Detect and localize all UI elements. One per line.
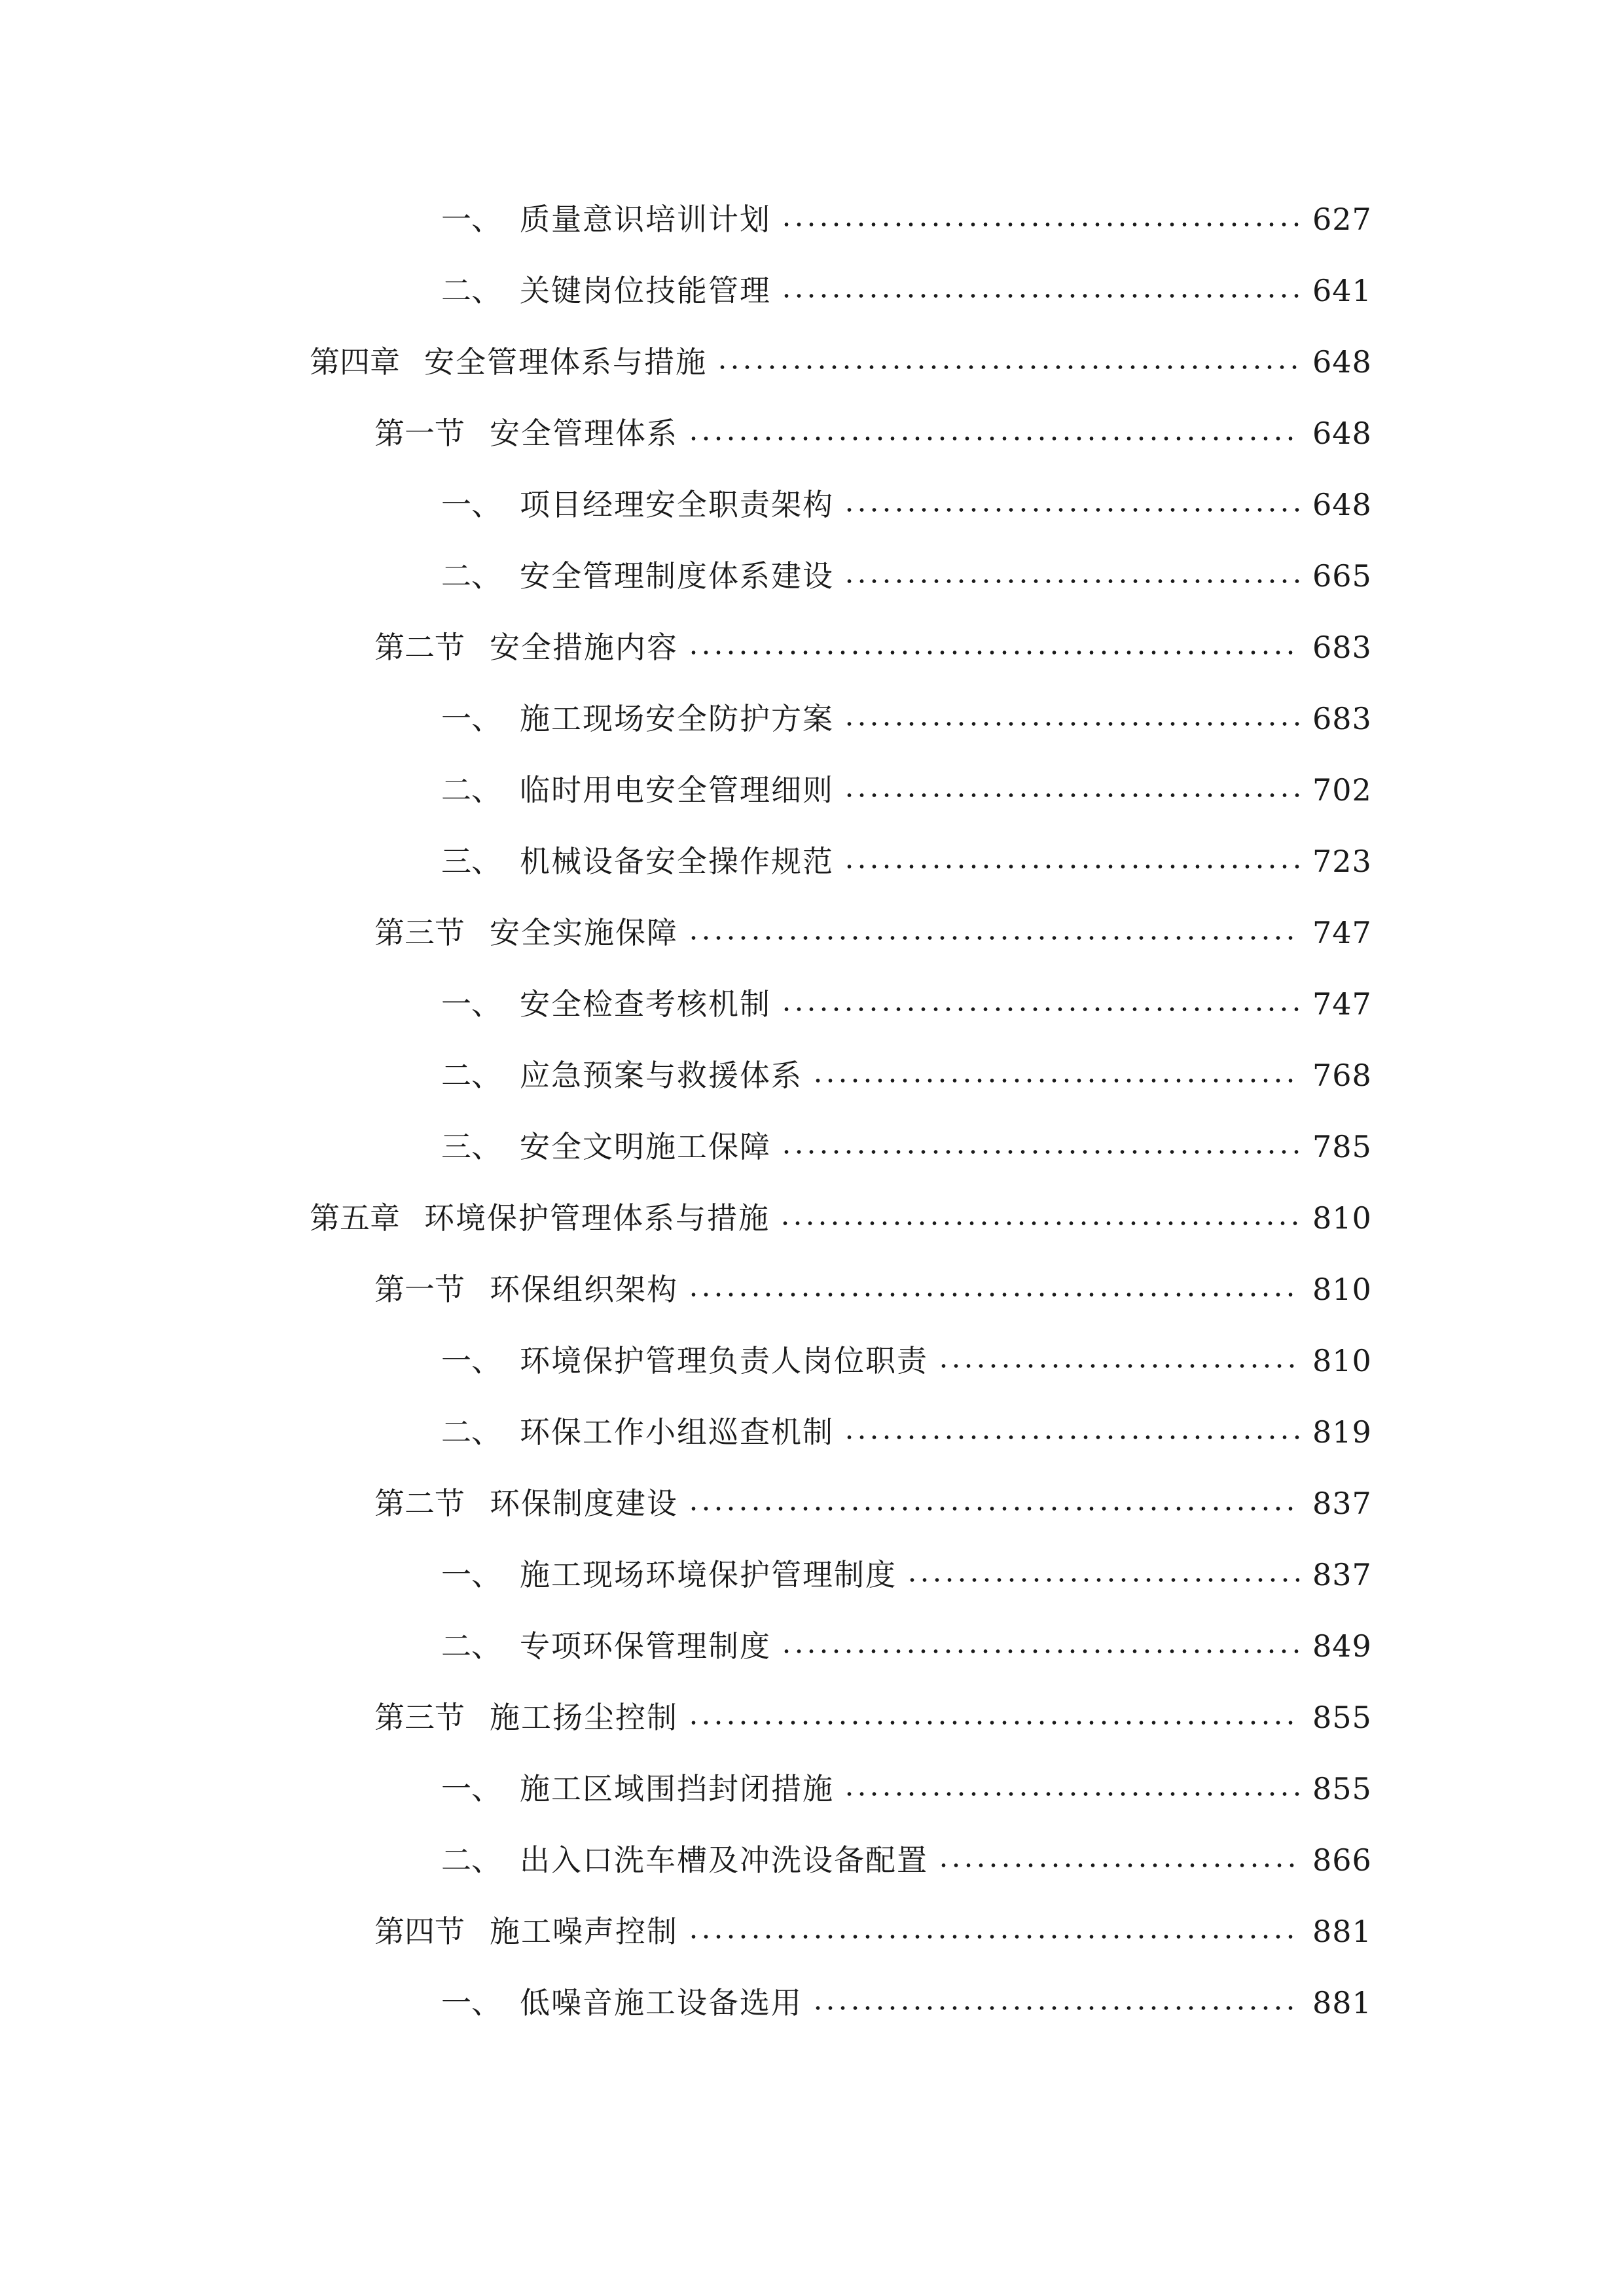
toc-entry-page: 866 — [1312, 1842, 1372, 1878]
toc-entry[interactable] — [441, 193, 1372, 245]
toc-entry-number: 二、 — [441, 1414, 501, 1450]
toc-entry-number: 一、 — [441, 487, 501, 522]
toc-section-title: 安全实施保障 — [490, 915, 678, 950]
toc-entry-title: 施工现场环境保护管理制度 — [520, 1557, 897, 1592]
toc-entry[interactable] — [441, 264, 1372, 317]
toc-entry-page: 881 — [1312, 1985, 1372, 2020]
dot-leader — [780, 264, 1299, 317]
toc-section-number: 第二节 — [374, 630, 465, 665]
dot-leader — [812, 1977, 1299, 2029]
toc-entry-number: 一、 — [441, 1985, 501, 2020]
toc-entry[interactable] — [441, 1834, 1372, 1886]
toc-section-number: 第三节 — [374, 1700, 465, 1735]
toc-entry[interactable] — [441, 1763, 1372, 1815]
toc-entry[interactable] — [441, 1549, 1372, 1601]
toc-entry-page: 785 — [1312, 1129, 1372, 1164]
toc-entry[interactable] — [441, 550, 1372, 602]
toc-section-title: 安全措施内容 — [490, 630, 678, 665]
toc-entry-page: 849 — [1312, 1628, 1372, 1664]
toc-entry-page: 819 — [1312, 1414, 1372, 1450]
toc-entry-number: 二、 — [441, 1058, 501, 1093]
toc-entry-title: 安全管理制度体系建设 — [520, 558, 834, 594]
dot-leader — [780, 978, 1299, 1030]
dot-leader — [779, 1192, 1299, 1244]
toc-entry-title: 施工区域围挡封闭措施 — [520, 1771, 834, 1806]
dot-leader — [937, 1834, 1299, 1886]
toc-section-number: 第一节 — [374, 1272, 465, 1307]
toc-entry-title: 环保工作小组巡查机制 — [520, 1414, 834, 1450]
toc-entry-number: 一、 — [441, 1343, 501, 1378]
toc-section[interactable] — [374, 1691, 1372, 1744]
toc-chapter-number: 第四章 — [310, 344, 400, 380]
dot-leader — [843, 692, 1299, 745]
toc-entry-page: 747 — [1312, 986, 1372, 1022]
toc-entry[interactable] — [441, 478, 1372, 531]
toc-entry-number: 二、 — [441, 273, 501, 308]
toc-entry[interactable] — [441, 1406, 1372, 1458]
toc-entry[interactable] — [441, 835, 1372, 888]
toc-entry-page: 648 — [1312, 487, 1372, 522]
dot-leader — [687, 1263, 1299, 1316]
toc-entry-page: 702 — [1312, 772, 1372, 808]
dot-leader — [780, 1620, 1299, 1672]
dot-leader — [780, 1121, 1299, 1173]
toc-entry-number: 二、 — [441, 1628, 501, 1664]
toc-entry-title: 安全检查考核机制 — [520, 986, 771, 1022]
dot-leader — [687, 1691, 1299, 1744]
toc-section-page: 683 — [1312, 630, 1372, 665]
dot-leader — [812, 1049, 1299, 1102]
toc-entry-page: 641 — [1312, 273, 1372, 308]
toc-section-number: 第一节 — [374, 416, 465, 451]
toc-entry-title: 施工现场安全防护方案 — [520, 701, 834, 736]
toc-chapter[interactable] — [310, 336, 1372, 388]
toc-entry-page: 837 — [1312, 1557, 1372, 1592]
toc-chapter-title: 安全管理体系与措施 — [424, 344, 707, 380]
dot-leader — [843, 550, 1299, 602]
toc-entry-number: 二、 — [441, 558, 501, 594]
toc-entry[interactable] — [441, 978, 1372, 1030]
dot-leader — [843, 835, 1299, 888]
toc-section-page: 881 — [1312, 1914, 1372, 1949]
toc-entry-number: 一、 — [441, 701, 501, 736]
toc-entry-title: 临时用电安全管理细则 — [520, 772, 834, 808]
toc-entry-number: 二、 — [441, 772, 501, 808]
toc-entry-page: 627 — [1312, 202, 1372, 237]
toc-entry-title: 质量意识培训计划 — [520, 202, 771, 237]
toc-entry-number: 一、 — [441, 1771, 501, 1806]
toc-entry-title: 专项环保管理制度 — [520, 1628, 771, 1664]
toc-section-title: 环保制度建设 — [490, 1486, 678, 1521]
toc-entry-page: 768 — [1312, 1058, 1372, 1093]
toc-section-title: 安全管理体系 — [490, 416, 678, 451]
toc-entry-title: 安全文明施工保障 — [520, 1129, 771, 1164]
toc-entry-page: 723 — [1312, 844, 1372, 879]
toc-section-title: 施工噪声控制 — [490, 1914, 678, 1949]
toc-entry-number: 三、 — [441, 1129, 501, 1164]
toc-section[interactable] — [374, 621, 1372, 673]
toc-entry-page: 665 — [1312, 558, 1372, 594]
toc-entry-title: 关键岗位技能管理 — [520, 273, 771, 308]
toc-section[interactable] — [374, 1905, 1372, 1958]
toc-chapter-title: 环境保护管理体系与措施 — [424, 1200, 770, 1236]
toc-entry-title: 应急预案与救援体系 — [520, 1058, 803, 1093]
toc-section-title: 施工扬尘控制 — [490, 1700, 678, 1735]
toc-entry-page: 810 — [1312, 1343, 1372, 1378]
toc-entry-page: 855 — [1312, 1771, 1372, 1806]
toc-section-page: 747 — [1312, 915, 1372, 950]
toc-entry-title: 出入口洗车槽及冲洗设备配置 — [520, 1842, 928, 1878]
toc-entry-number: 一、 — [441, 1557, 501, 1592]
toc-section-number: 第三节 — [374, 915, 465, 950]
toc-section-page: 648 — [1312, 416, 1372, 451]
dot-leader — [843, 478, 1299, 531]
toc-entry-title: 机械设备安全操作规范 — [520, 844, 834, 879]
toc-chapter-number: 第五章 — [310, 1200, 400, 1236]
dot-leader — [687, 906, 1299, 959]
toc-entry[interactable] — [441, 764, 1372, 816]
toc-section[interactable] — [374, 1263, 1372, 1316]
toc-entry-number: 一、 — [441, 986, 501, 1022]
toc-section[interactable] — [374, 1477, 1372, 1530]
toc-section-page: 855 — [1312, 1700, 1372, 1735]
toc-entry-title: 项目经理安全职责架构 — [520, 487, 834, 522]
toc-section[interactable] — [374, 407, 1372, 459]
toc-entry-number: 一、 — [441, 202, 501, 237]
toc-entry[interactable] — [441, 692, 1372, 745]
dot-leader — [780, 193, 1299, 245]
toc-section-number: 第二节 — [374, 1486, 465, 1521]
toc-entry[interactable] — [441, 1121, 1372, 1173]
dot-leader — [937, 1335, 1299, 1387]
dot-leader — [687, 407, 1299, 459]
dot-leader — [906, 1549, 1299, 1601]
toc-entry-title: 环境保护管理负责人岗位职责 — [520, 1343, 928, 1378]
toc-section-page: 810 — [1312, 1272, 1372, 1307]
toc-entry[interactable] — [441, 1977, 1372, 2029]
dot-leader — [687, 1477, 1299, 1530]
toc-entry-page: 683 — [1312, 701, 1372, 736]
toc-entry[interactable] — [441, 1335, 1372, 1387]
toc-entry-number: 二、 — [441, 1842, 501, 1878]
toc-entry[interactable] — [441, 1049, 1372, 1102]
toc-chapter[interactable] — [310, 1192, 1372, 1244]
toc-chapter-page: 810 — [1312, 1200, 1372, 1236]
dot-leader — [843, 1763, 1299, 1815]
toc-chapter-page: 648 — [1312, 344, 1372, 380]
dot-leader — [687, 621, 1299, 673]
toc-section[interactable] — [374, 906, 1372, 959]
toc-entry-number: 三、 — [441, 844, 501, 879]
dot-leader — [716, 336, 1299, 388]
toc-section-number: 第四节 — [374, 1914, 465, 1949]
toc-section-page: 837 — [1312, 1486, 1372, 1521]
toc-section-title: 环保组织架构 — [490, 1272, 678, 1307]
toc-entry-title: 低噪音施工设备选用 — [520, 1985, 803, 2020]
dot-leader — [687, 1905, 1299, 1958]
toc-entry[interactable] — [441, 1620, 1372, 1672]
dot-leader — [843, 764, 1299, 816]
dot-leader — [843, 1406, 1299, 1458]
